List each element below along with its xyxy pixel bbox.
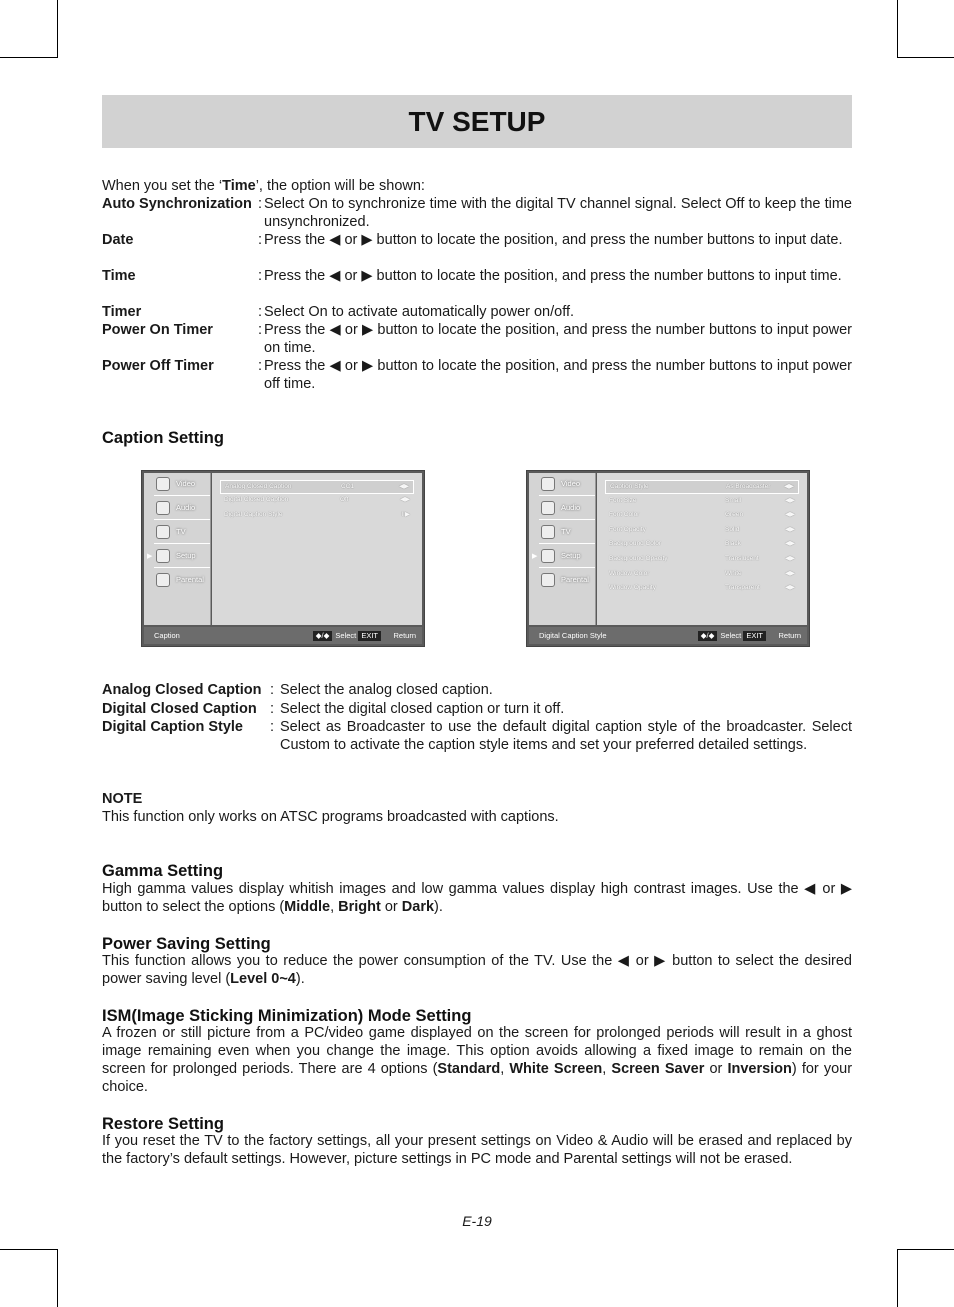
intro-pre: When you set the ‘ xyxy=(102,178,223,194)
nav-select: Select xyxy=(720,631,742,640)
nav-arrows-icon: ◆/◆ xyxy=(698,631,718,641)
text: , xyxy=(500,1061,510,1077)
menu-item-parental xyxy=(539,571,595,591)
osd-footer xyxy=(529,627,807,644)
crop-mark xyxy=(0,57,58,58)
menu-item-audio xyxy=(539,499,595,520)
option-row xyxy=(102,321,852,357)
osd-item-label: Analog Closed Caption xyxy=(225,483,292,490)
osd-item-label: Digital Closed Caption xyxy=(224,496,289,503)
colon: : xyxy=(270,701,275,717)
osd-item-label: Window Color xyxy=(609,570,650,577)
osd-item-value: Black xyxy=(725,540,741,547)
osd-item xyxy=(605,480,799,494)
arrow-icon: ◀▶ xyxy=(785,555,795,562)
option-label: Date xyxy=(102,232,134,248)
text: ). xyxy=(295,971,305,987)
osd-item-label: Font Opacity xyxy=(609,526,646,533)
menu-label: Audio xyxy=(176,503,196,512)
option-bold: White Screen xyxy=(509,1061,603,1077)
ism-text xyxy=(102,1024,852,1096)
option-desc: Select On to synchronize time with the digital TV channel signal. Select Off to keep the time unsynchronized. xyxy=(264,196,852,230)
power-text xyxy=(102,952,852,988)
option-desc: Press the ◀ or ▶ button to locate the position, and press the number buttons to input time. xyxy=(264,268,842,284)
menu-label: Setup xyxy=(561,551,581,560)
menu-item-setup xyxy=(539,547,595,568)
osd-item xyxy=(220,480,414,494)
option-desc: Select as Broadcaster to use the default digital caption style of the broadcaster. Select Custom to activate the caption style items and set your preferred detailed settings. xyxy=(280,719,852,753)
osd-item-label: Font Size xyxy=(609,497,637,504)
menu-item-audio xyxy=(154,499,210,520)
option-label: Power Off Timer xyxy=(102,358,214,374)
menu-label: Parental xyxy=(176,575,204,584)
setup-icon xyxy=(541,549,555,563)
colon: : xyxy=(270,682,275,698)
section-heading-restore: Restore Setting xyxy=(102,1115,224,1133)
menu-label: TV xyxy=(176,527,186,536)
text: , xyxy=(602,1061,612,1077)
colon: : xyxy=(258,322,263,338)
osd-item-label: Digital Caption Style xyxy=(224,511,283,518)
menu-label: Audio xyxy=(561,503,581,512)
osd-footer-label: Digital Caption Style xyxy=(539,631,607,640)
osd-nav xyxy=(313,627,384,644)
menu-label: TV xyxy=(561,527,571,536)
text: or xyxy=(704,1061,728,1077)
text: High gamma values display whitish images and low gamma values display high contrast images. Use the ◀ or ▶ button to select the options ( xyxy=(102,881,852,915)
crop-mark xyxy=(897,1249,954,1250)
option-desc: Press the ◀ or ▶ button to locate the position, and press the number buttons to input power off time. xyxy=(264,358,852,392)
option-bold: Inversion xyxy=(727,1061,792,1077)
osd-item-label: Window Opacity xyxy=(609,584,656,591)
option-bold: Bright xyxy=(338,899,381,915)
osd-menu xyxy=(529,473,596,625)
option-label: Analog Closed Caption xyxy=(102,682,262,698)
option-desc: Press the ◀ or ▶ button to locate the position, and press the number buttons to input date. xyxy=(264,232,843,248)
menu-label: Setup xyxy=(176,551,196,560)
nav-select: Select xyxy=(335,631,357,640)
osd-item-label: Background Opacity xyxy=(609,555,668,562)
osd-content xyxy=(212,473,422,625)
colon: : xyxy=(258,268,263,284)
tv-icon xyxy=(156,525,170,539)
page-title: TV SETUP xyxy=(102,95,852,148)
osd-item xyxy=(605,538,799,550)
osd-content xyxy=(597,473,807,625)
colon: : xyxy=(258,196,263,212)
crop-mark xyxy=(897,0,898,58)
crop-mark xyxy=(897,57,954,58)
osd-footer-label: Caption xyxy=(154,631,180,640)
parental-icon xyxy=(156,573,170,587)
osd-item-label: Caption Style xyxy=(610,483,649,490)
text: This function allows you to reduce the power consumption of the TV. Use the ◀ or ▶ button to select the desired power saving level ( xyxy=(102,953,852,987)
osd-item xyxy=(605,509,799,521)
option-label: Timer xyxy=(102,304,142,320)
arrow-icon: ◀▶ xyxy=(785,526,795,533)
cursor-icon: ▶ xyxy=(532,553,538,560)
audio-icon xyxy=(156,501,170,515)
crop-mark xyxy=(0,1249,58,1250)
option-desc: Select the analog closed caption. xyxy=(280,682,493,698)
arrow-icon: ◀▶ xyxy=(400,496,410,503)
section-heading-gamma: Gamma Setting xyxy=(102,862,224,880)
option-bold: Standard xyxy=(437,1061,501,1077)
colon: : xyxy=(258,304,263,320)
osd-item-value: Solid xyxy=(725,526,740,533)
caption-option-row xyxy=(102,718,852,754)
crop-mark xyxy=(897,1249,898,1307)
option-bold: Level 0~4 xyxy=(230,971,296,987)
nav-arrows-icon: ◆/◆ xyxy=(313,631,333,641)
option-label: Power On Timer xyxy=(102,322,213,338)
colon: : xyxy=(258,358,263,374)
arrow-icon: ◀▶ xyxy=(399,483,409,490)
colon: : xyxy=(258,232,263,248)
osd-item-value: Transparent xyxy=(725,584,760,591)
option-desc: Press the ◀ or ▶ button to locate the position, and press the number buttons to input power on time. xyxy=(264,322,852,356)
setup-icon xyxy=(156,549,170,563)
osd-item xyxy=(220,494,414,506)
osd-item-value: Small xyxy=(725,497,742,504)
intro-text xyxy=(102,177,852,195)
note-title: NOTE xyxy=(102,791,143,807)
osd-footer xyxy=(144,627,422,644)
osd-item xyxy=(605,582,799,594)
option-row xyxy=(102,303,852,321)
section-heading-ism: ISM(Image Sticking Minimization) Mode Setting xyxy=(102,1007,472,1025)
caption-option-row xyxy=(102,681,852,699)
note-text: This function only works on ATSC programs broadcasted with captions. xyxy=(102,809,559,825)
arrow-icon: ◀▶ xyxy=(785,511,795,518)
crop-mark xyxy=(57,1249,58,1307)
osd-screen-digital-caption-style xyxy=(526,470,810,647)
menu-label: Parental xyxy=(561,575,589,584)
osd-item xyxy=(605,553,799,565)
nav-return: Return xyxy=(778,631,801,640)
option-label: Auto Synchronization xyxy=(102,196,252,212)
option-row xyxy=(102,231,852,267)
osd-item xyxy=(605,495,799,507)
text: ). xyxy=(434,899,443,915)
osd-item xyxy=(220,509,414,521)
option-bold: Middle xyxy=(284,899,331,915)
osd-item-value: Off xyxy=(340,496,349,503)
arrow-icon: ◀▶ xyxy=(784,483,794,490)
osd-menu xyxy=(144,473,211,625)
menu-label: Video xyxy=(561,479,581,488)
arrow-icon: ◀▶ xyxy=(785,540,795,547)
caption-option-row xyxy=(102,700,852,718)
menu-item-video xyxy=(539,475,595,496)
cursor-icon: ▶ xyxy=(147,553,153,560)
option-row xyxy=(102,357,852,393)
osd-item-value: White xyxy=(725,570,742,577)
text: or xyxy=(380,899,402,915)
osd-screen-caption xyxy=(141,470,425,647)
text: ) for your choice. xyxy=(102,1061,853,1095)
parental-icon xyxy=(541,573,555,587)
option-bold: Dark xyxy=(401,899,435,915)
menu-item-setup xyxy=(154,547,210,568)
exit-icon: EXIT xyxy=(358,631,381,641)
osd-item-label: Background Color xyxy=(609,540,662,547)
exit-icon: EXIT xyxy=(743,631,766,641)
section-heading-caption: Caption Setting xyxy=(102,429,224,447)
option-desc: Select the digital closed caption or turn it off. xyxy=(280,701,565,717)
arrow-icon: II▶ xyxy=(401,511,410,518)
menu-item-tv xyxy=(539,523,595,544)
page-number: E-19 xyxy=(462,1213,492,1229)
option-row xyxy=(102,267,852,303)
gamma-text xyxy=(102,880,852,916)
option-bold: Screen Saver xyxy=(611,1061,705,1077)
option-label: Time xyxy=(102,268,136,284)
text: A frozen or still picture from a PC/video game displayed on the screen for prolonged periods will result in a ghost image remaining even when you change the image. This option avoids allowing a fixed image to remain on the screen for prolonged periods. There are 4 options ( xyxy=(102,1025,852,1077)
audio-icon xyxy=(541,501,555,515)
osd-item-value: Green xyxy=(725,511,744,518)
osd-item-value: CC1 xyxy=(341,483,355,490)
menu-label: Video xyxy=(176,479,196,488)
option-desc: Select On to activate automatically power on/off. xyxy=(264,304,575,320)
video-icon xyxy=(541,477,555,491)
arrow-icon: ◀▶ xyxy=(785,570,795,577)
osd-item-label: Font Color xyxy=(609,511,640,518)
arrow-icon: ◀▶ xyxy=(785,584,795,591)
osd-item xyxy=(605,524,799,536)
intro-post: ’, the option will be shown: xyxy=(255,178,425,194)
arrow-icon: ◀▶ xyxy=(785,497,795,504)
tv-icon xyxy=(541,525,555,539)
section-heading-power-saving: Power Saving Setting xyxy=(102,935,271,953)
text: , xyxy=(330,899,339,915)
option-label: Digital Caption Style xyxy=(102,719,243,735)
menu-item-tv xyxy=(154,523,210,544)
menu-item-video xyxy=(154,475,210,496)
restore-text: If you reset the TV to the factory settings, all your present settings on Video & Audio will be erased and replaced by the factory’s default settings. However, picture settings in PC mode and Parental settings will not be erased. xyxy=(102,1133,852,1167)
nav-return: Return xyxy=(393,631,416,640)
osd-item-value: As Broadcaster xyxy=(726,483,771,490)
intro-bold: Time xyxy=(222,178,256,194)
osd-item-value: Translucent xyxy=(725,555,759,562)
video-icon xyxy=(156,477,170,491)
osd-item xyxy=(605,568,799,580)
osd-nav xyxy=(698,627,769,644)
crop-mark xyxy=(57,0,58,58)
colon: : xyxy=(270,719,275,735)
option-label: Digital Closed Caption xyxy=(102,701,257,717)
menu-item-parental xyxy=(154,571,210,591)
option-row xyxy=(102,195,852,231)
